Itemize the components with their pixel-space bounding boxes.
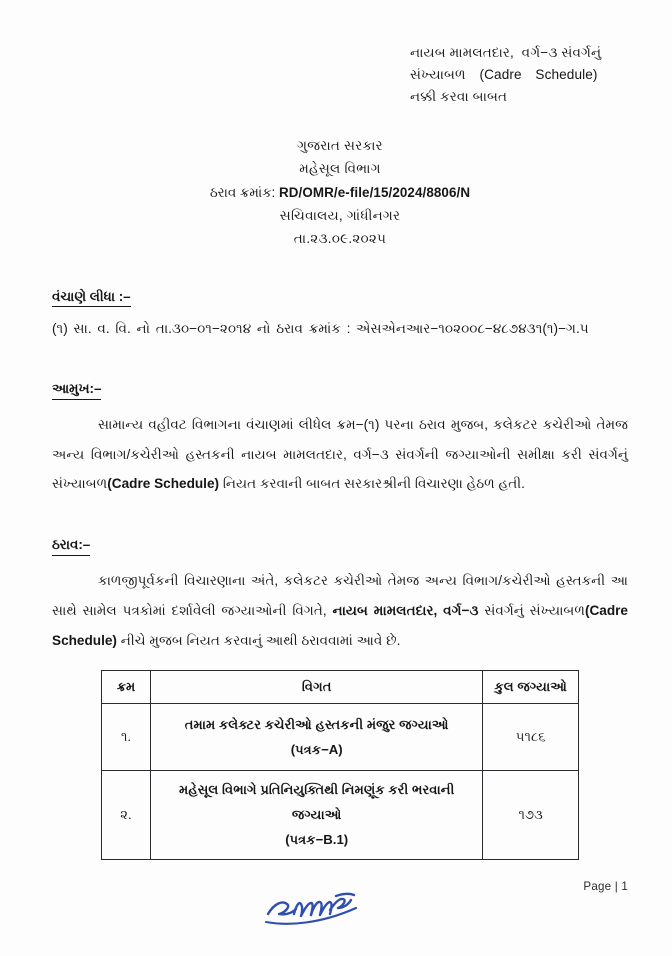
row-1-desc-line-1: તમામ કલેક્ટર કચેરીઓ હસ્તકની મંજુર જગ્યાઓ xyxy=(184,716,449,732)
resolution-cadre-schedule: (Cadre Schedule) xyxy=(52,602,628,648)
table-row xyxy=(102,770,579,859)
table-body xyxy=(102,703,579,859)
resolution-paragraph xyxy=(52,566,628,656)
row-2-desc-line-1: મહેસૂલ વિભાગે પ્રતિનિયુક્તિથી નિમણૂંક કરી ભરવાની xyxy=(179,782,455,798)
row-1-sr: ૧. xyxy=(102,703,151,770)
government-header xyxy=(52,134,628,251)
state-name: ગુજરાત સરકાર xyxy=(297,138,383,154)
preamble-paragraph xyxy=(52,410,628,500)
subject-block xyxy=(410,42,672,108)
read-section xyxy=(52,270,628,343)
read-section-list xyxy=(52,316,628,343)
row-1-desc-line-2: (પત્રક−A) xyxy=(290,741,343,757)
read-section-heading: વંચાણે લીધા :– xyxy=(52,289,131,308)
signature-ink-mark xyxy=(258,884,378,936)
preamble-cadre-schedule: (Cadre Schedule) xyxy=(107,476,220,492)
resolution-number-label: ઠરાવ ક્રમાંક: xyxy=(209,184,276,200)
table-row xyxy=(102,703,579,770)
resolution-number-value: RD/OMR/e-file/15/2024/8806/N xyxy=(279,184,471,200)
resolution-text-1: કાળજીપૂર્વકની વિચારણાના અંતે, કલેકટર કચેરીઓ તેમજ અન્ય વિભાગ/કચેરીઓ હસ્તકની આ સાથે સામેલ પત્રકોમાં દર્શાવેલી જગ્યાઓની વિગતે, xyxy=(52,573,628,618)
preamble-section xyxy=(52,362,628,499)
office-location: સચિવાલય, ગાંધીનગર xyxy=(279,207,401,223)
resolution-number-line xyxy=(52,181,628,204)
header-total: કુલ જગ્યાઓ xyxy=(483,670,579,703)
row-2-sr: ૨. xyxy=(102,770,151,859)
subject-line-3: નક્કી કરવા બાબત xyxy=(410,89,508,105)
row-2-description xyxy=(151,770,483,859)
department-name: મહેસૂલ વિભાગ xyxy=(299,161,381,177)
signature-icon xyxy=(258,884,378,936)
resolution-text-2: સંવર્ગનું સંખ્યાબળ xyxy=(478,602,585,618)
preamble-text-1: સામાન્ય વહીવટ વિભાગના વંચાણમાં લીધેલ ક્રમ−(૧) પરના ઠરાવ મુજબ, કલેકટર કચેરીઓ તેમજ અન્ય વિભાગ/કચેરીઓ હસ્તકની નાયબ મામલતદાર, વર્ગ−૩ સંવર્ગની જગ્યાઓની સમીક્ષા કરી સંવર્ગનું સંખ્યાબળ xyxy=(52,416,628,492)
resolution-section xyxy=(52,518,628,655)
page-footer xyxy=(0,870,672,956)
cadre-schedule-table xyxy=(101,670,579,860)
row-2-desc-line-3: (પત્રક−B.1) xyxy=(285,832,349,848)
preamble-heading: આમુખ:– xyxy=(52,381,101,400)
header-desc: વિગત xyxy=(151,670,483,703)
row-1-description xyxy=(151,703,483,770)
row-1-total: ૫૧૮૬ xyxy=(483,703,579,770)
subject-line-1: નાયબ મામલતદાર, વર્ગ−૩ સંવર્ગનું xyxy=(410,45,602,60)
page-number: Page | 1 xyxy=(583,880,628,893)
row-2-total: ૧૭૩ xyxy=(483,770,579,859)
resolution-text-3: નીચે મુજબ નિયત કરવાનું આથી ઠરાવવામાં આવે છે. xyxy=(116,632,401,648)
read-item: (૧) સા. વ. વિ. નો તા.૩૦−૦૧−૨૦૧૪ નો ઠરાવ ક્રમાંક : એસએનઆર−૧૦૨૦૦૮−૪૮૭૪૩૧(૧)−ગ.૫ xyxy=(52,321,589,337)
table-header-row xyxy=(102,670,579,703)
subject-line-2: સંખ્યાબળ (Cadre Schedule) xyxy=(410,67,598,83)
resolution-date: તા.૨૩.૦૯.૨૦૨૫ xyxy=(293,231,387,247)
table-head xyxy=(102,670,579,703)
preamble-text-2: નિયત કરવાની બાબત સરકારશ્રીની વિચારણા હેઠળ હતી. xyxy=(219,476,525,492)
cadre-table-wrapper xyxy=(52,670,628,860)
header-sr: ક્રમ xyxy=(102,670,151,703)
resolution-designation: નાયબ મામલતદાર, વર્ગ−૩ xyxy=(332,602,479,618)
row-2-desc-line-2: જગ્યાઓ xyxy=(291,807,342,823)
resolution-heading: ઠરાવ:– xyxy=(52,537,90,556)
